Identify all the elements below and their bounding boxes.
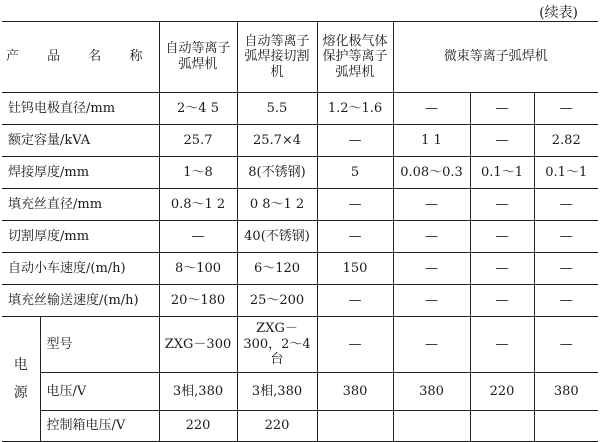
table-row [2,285,598,317]
cell: 0.1～1 [470,157,534,189]
cell: — [470,285,534,317]
cell: 0.8～1 2 [159,189,237,221]
cell: — [534,93,598,125]
cell: — [317,125,393,157]
cell: 2.82 [534,125,598,157]
row-label: 额定容量/kVA [2,125,159,157]
cell: — [393,285,470,317]
power-group-label [2,317,40,442]
header-col4: 微束等离子弧焊机 [393,22,598,93]
cell: — [470,93,534,125]
spec-table [2,21,598,442]
cell: 220 [237,411,317,442]
cell: 380 [317,373,393,411]
cell: ZXG－300，2～4台 [237,317,317,373]
header-product-name: 产 品 名 称 [2,22,159,93]
cell: — [317,285,393,317]
cell: — [317,317,393,373]
cell: 20～180 [159,285,237,317]
row-label: 控制箱电压/V [40,411,159,442]
cell: — [534,221,598,253]
cell: 1.2～1.6 [317,93,393,125]
cell: — [317,189,393,221]
cell: 1～8 [159,157,237,189]
cell: 25.7 [159,125,237,157]
cell: — [470,317,534,373]
cell: 150 [317,253,393,285]
cell: 5.5 [237,93,317,125]
header-col1: 自动等离子弧焊机 [159,22,237,93]
table-row [2,189,598,221]
cell: 0 8～1 2 [237,189,317,221]
power-label-char-1: 电 [13,357,28,373]
cell: — [317,221,393,253]
row-label: 电压/V [40,373,159,411]
cell: 25～200 [237,285,317,317]
cell: 5 [317,157,393,189]
cell: — [470,189,534,221]
table-row [2,221,598,253]
cell: 0.08～0.3 [393,157,470,189]
power-label-char-2: 源 [13,385,28,401]
header-col2: 自动等离子弧焊接切割机 [237,22,317,93]
row-label: 型号 [40,317,159,373]
cell: 220 [159,411,237,442]
cell: 8～100 [159,253,237,285]
cell: — [470,253,534,285]
cell: 380 [393,373,470,411]
table-row [2,125,598,157]
cell: — [159,221,237,253]
cell: 3相,380 [159,373,237,411]
cell: 2～4 5 [159,93,237,125]
table-row [2,93,598,125]
row-label: 钍钨电极直径/mm [2,93,159,125]
cell: 1 1 [393,125,470,157]
row-label: 填充丝输送速度/(m/h) [2,285,159,317]
cell: 380 [534,373,598,411]
table-row [2,373,598,411]
cell: ZXG－300 [159,317,237,373]
table-row [2,253,598,285]
row-label: 自动小车速度/(m/h) [2,253,159,285]
cell: 0.1～1 [534,157,598,189]
cell: — [393,189,470,221]
row-label: 焊接厚度/mm [2,157,159,189]
cell: 40(不锈钢) [237,221,317,253]
cell: — [470,125,534,157]
table-row [2,157,598,189]
cell: — [534,285,598,317]
cell: — [393,221,470,253]
cell: — [393,317,470,373]
cell: — [534,189,598,221]
cell: 6～120 [237,253,317,285]
table-row [2,317,598,373]
row-label: 填充丝直径/mm [2,189,159,221]
cell: — [470,221,534,253]
row-label: 切割厚度/mm [2,221,159,253]
header-col3: 熔化极气体保护等离子弧焊机 [317,22,393,93]
cell: — [534,253,598,285]
cell: 25.7×4 [237,125,317,157]
cell: — [534,317,598,373]
continued-label: (续表) [539,5,578,21]
cell: 3相,380 [237,373,317,411]
cell: — [393,253,470,285]
header-row [2,22,598,93]
cell: 8(不锈钢) [237,157,317,189]
cell: — [393,93,470,125]
cell: 220 [470,373,534,411]
